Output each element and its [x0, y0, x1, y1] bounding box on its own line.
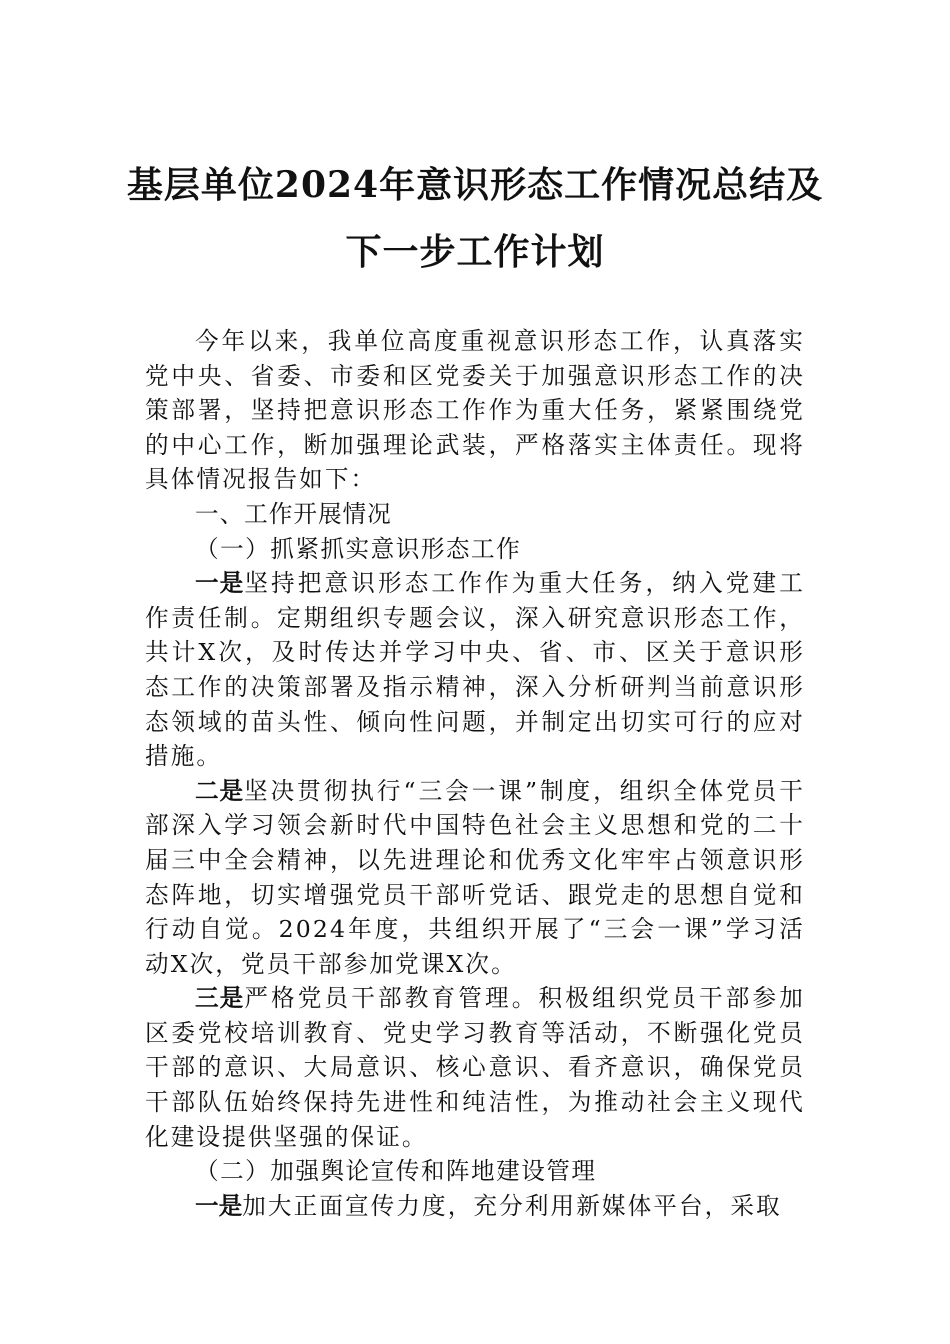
paragraph-item-1: [145, 566, 805, 774]
paragraph-text: 严格党员干部教育管理。积极组织党员干部参加区委党校培训教育、党史学习教育等活动，不断强化党员干部的意识、大局意识、核心意识、看齐意识，确保党员干部队伍始终保持先进性和纯洁性，为推动社会主义现代化建设提供坚强的保证。: [145, 984, 806, 1151]
paragraph-item-3: [145, 981, 805, 1154]
subsection-heading: （一）抓紧抓实意识形态工作: [195, 534, 522, 563]
document-title-line-2: 下一步工作计划: [345, 231, 605, 273]
intro-paragraph: 今年以来，我单位高度重视意识形态工作，认真落实党中央、省委、市委和区党委关于加强意识形态工作的决策部署，坚持把意识形态工作作为重大任务，紧紧围绕党的中心工作，断加强理论武装，严格落实主体责任。现将具体情况报告如下：: [145, 327, 805, 494]
subsection-heading: （二）加强舆论宣传和阵地建设管理: [195, 1157, 597, 1186]
paragraph-lead: 二是: [195, 776, 244, 805]
paragraph-text: 坚决贯彻执行“三会一课”制度，组织全体党员干部深入学习领会新时代中国特色社会主义思想和党的二十届三中全会精神，以先进理论和优秀文化牢牢占领意识形态阵地，切实增强党员干部听党话、跟党走的思想自觉和行动自觉。2024年度，共组织开展了“三会一课”学习活动X次，党员干部参加党课X次。: [145, 776, 805, 978]
paragraph-item-2: [145, 774, 805, 982]
document-body: [145, 324, 805, 1223]
paragraph-lead: 三是: [195, 984, 245, 1013]
paragraph-text: 加大正面宣传力度，充分利用新媒体平台，采取: [242, 1191, 782, 1220]
paragraph-item-4: [145, 1189, 805, 1224]
paragraph-lead: 一是: [195, 1191, 243, 1220]
section-heading: 一、工作开展情况: [195, 499, 392, 528]
document-title-line-1: 基层单位2024年意识形态工作情况总结及: [126, 164, 824, 206]
paragraph-lead: 一是: [195, 569, 245, 598]
paragraph-text: 坚持把意识形态工作作为重大任务，纳入党建工作责任制。定期组织专题会议，深入研究意识形态工作，共计X次，及时传达并学习中央、省、市、区关于意识形态工作的决策部署及指示精神，深入分析研判当前意识形态领域的苗头性、倾向性问题，并制定出切实可行的应对措施。: [145, 569, 806, 771]
